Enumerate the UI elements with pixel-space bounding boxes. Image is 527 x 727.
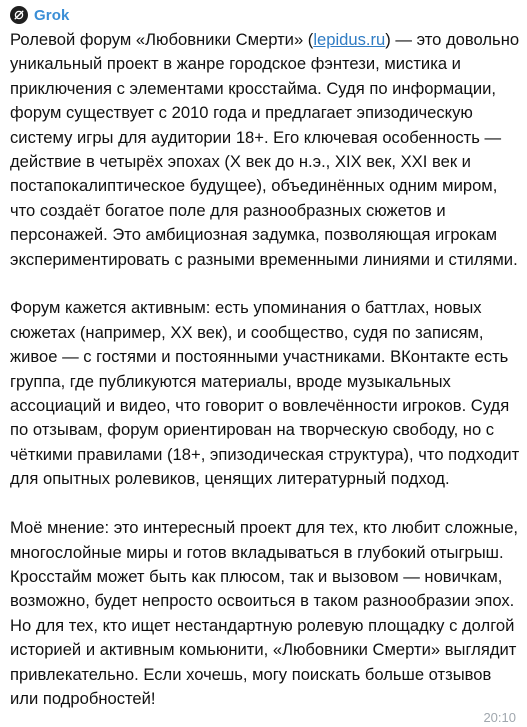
paragraph-1-start: Ролевой форум «Любовники Смерти» ( [10,30,314,49]
grok-logo-glyph [13,9,25,21]
sender-name[interactable]: Grok [34,6,70,24]
paragraph-1-end: ) — это довольно уникальный проект в жанре городское фэнтези, мистика и приключения с элементами кросстайма. Судя по информации, форум существует с 2010 года и предлагает эпизодическую систему игры для аудитории 18+. Его ключевая особенность — действие в четырёх эпохах (X век до н.э., XIX век, XXI век и постапокалиптическое будущее), объединённых одним миром, что создаёт богатое поле для разнообразных сюжетов и персонажей. Это амбициозная задумка, позволяющая игрокам экспериментировать с разными временными линиями и стилями. [10,30,520,269]
message-paragraph-1 [10,28,522,272]
grok-logo-icon[interactable] [10,6,28,24]
message-paragraph-3: Моё мнение: это интересный проект для тех, кто любит сложные, многослойные миры и готов вкладываться в глубокий отыгрыш. Кросстайм может быть как плюсом, так и вызовом — новичкам, возможно, будет непросто освоиться в таком разнообразии эпох. Но для тех, кто ищет нестандартную ролевую площадку с долгой историей и активным комьюнити, «Любовники Смерти» выглядит привлекательно. Если хочешь, могу поискать больше отзывов или подробностей! [10,518,519,708]
message-timestamp: 20:10 [483,710,516,725]
message-sender[interactable] [10,5,69,25]
forum-link[interactable]: lepidus.ru [313,30,386,49]
message-text [10,28,522,711]
message-paragraph-2: Форум кажется активным: есть упоминания о баттлах, новых сюжетах (например, XX век), и сообщество, судя по записям, живое — с гостями и постоянными участниками. ВКонтакте есть группа, где публикуются материалы, вроде музыкальных ассоциаций и видео, что говорит о вовлечённости игроков. Судя по отзывам, форум ориентирован на творческую свободу, но с чёткими правилами (18+, эпизодическая структура), что подходит для опытных ролевиков, ценящих литературный подход. [10,298,520,489]
